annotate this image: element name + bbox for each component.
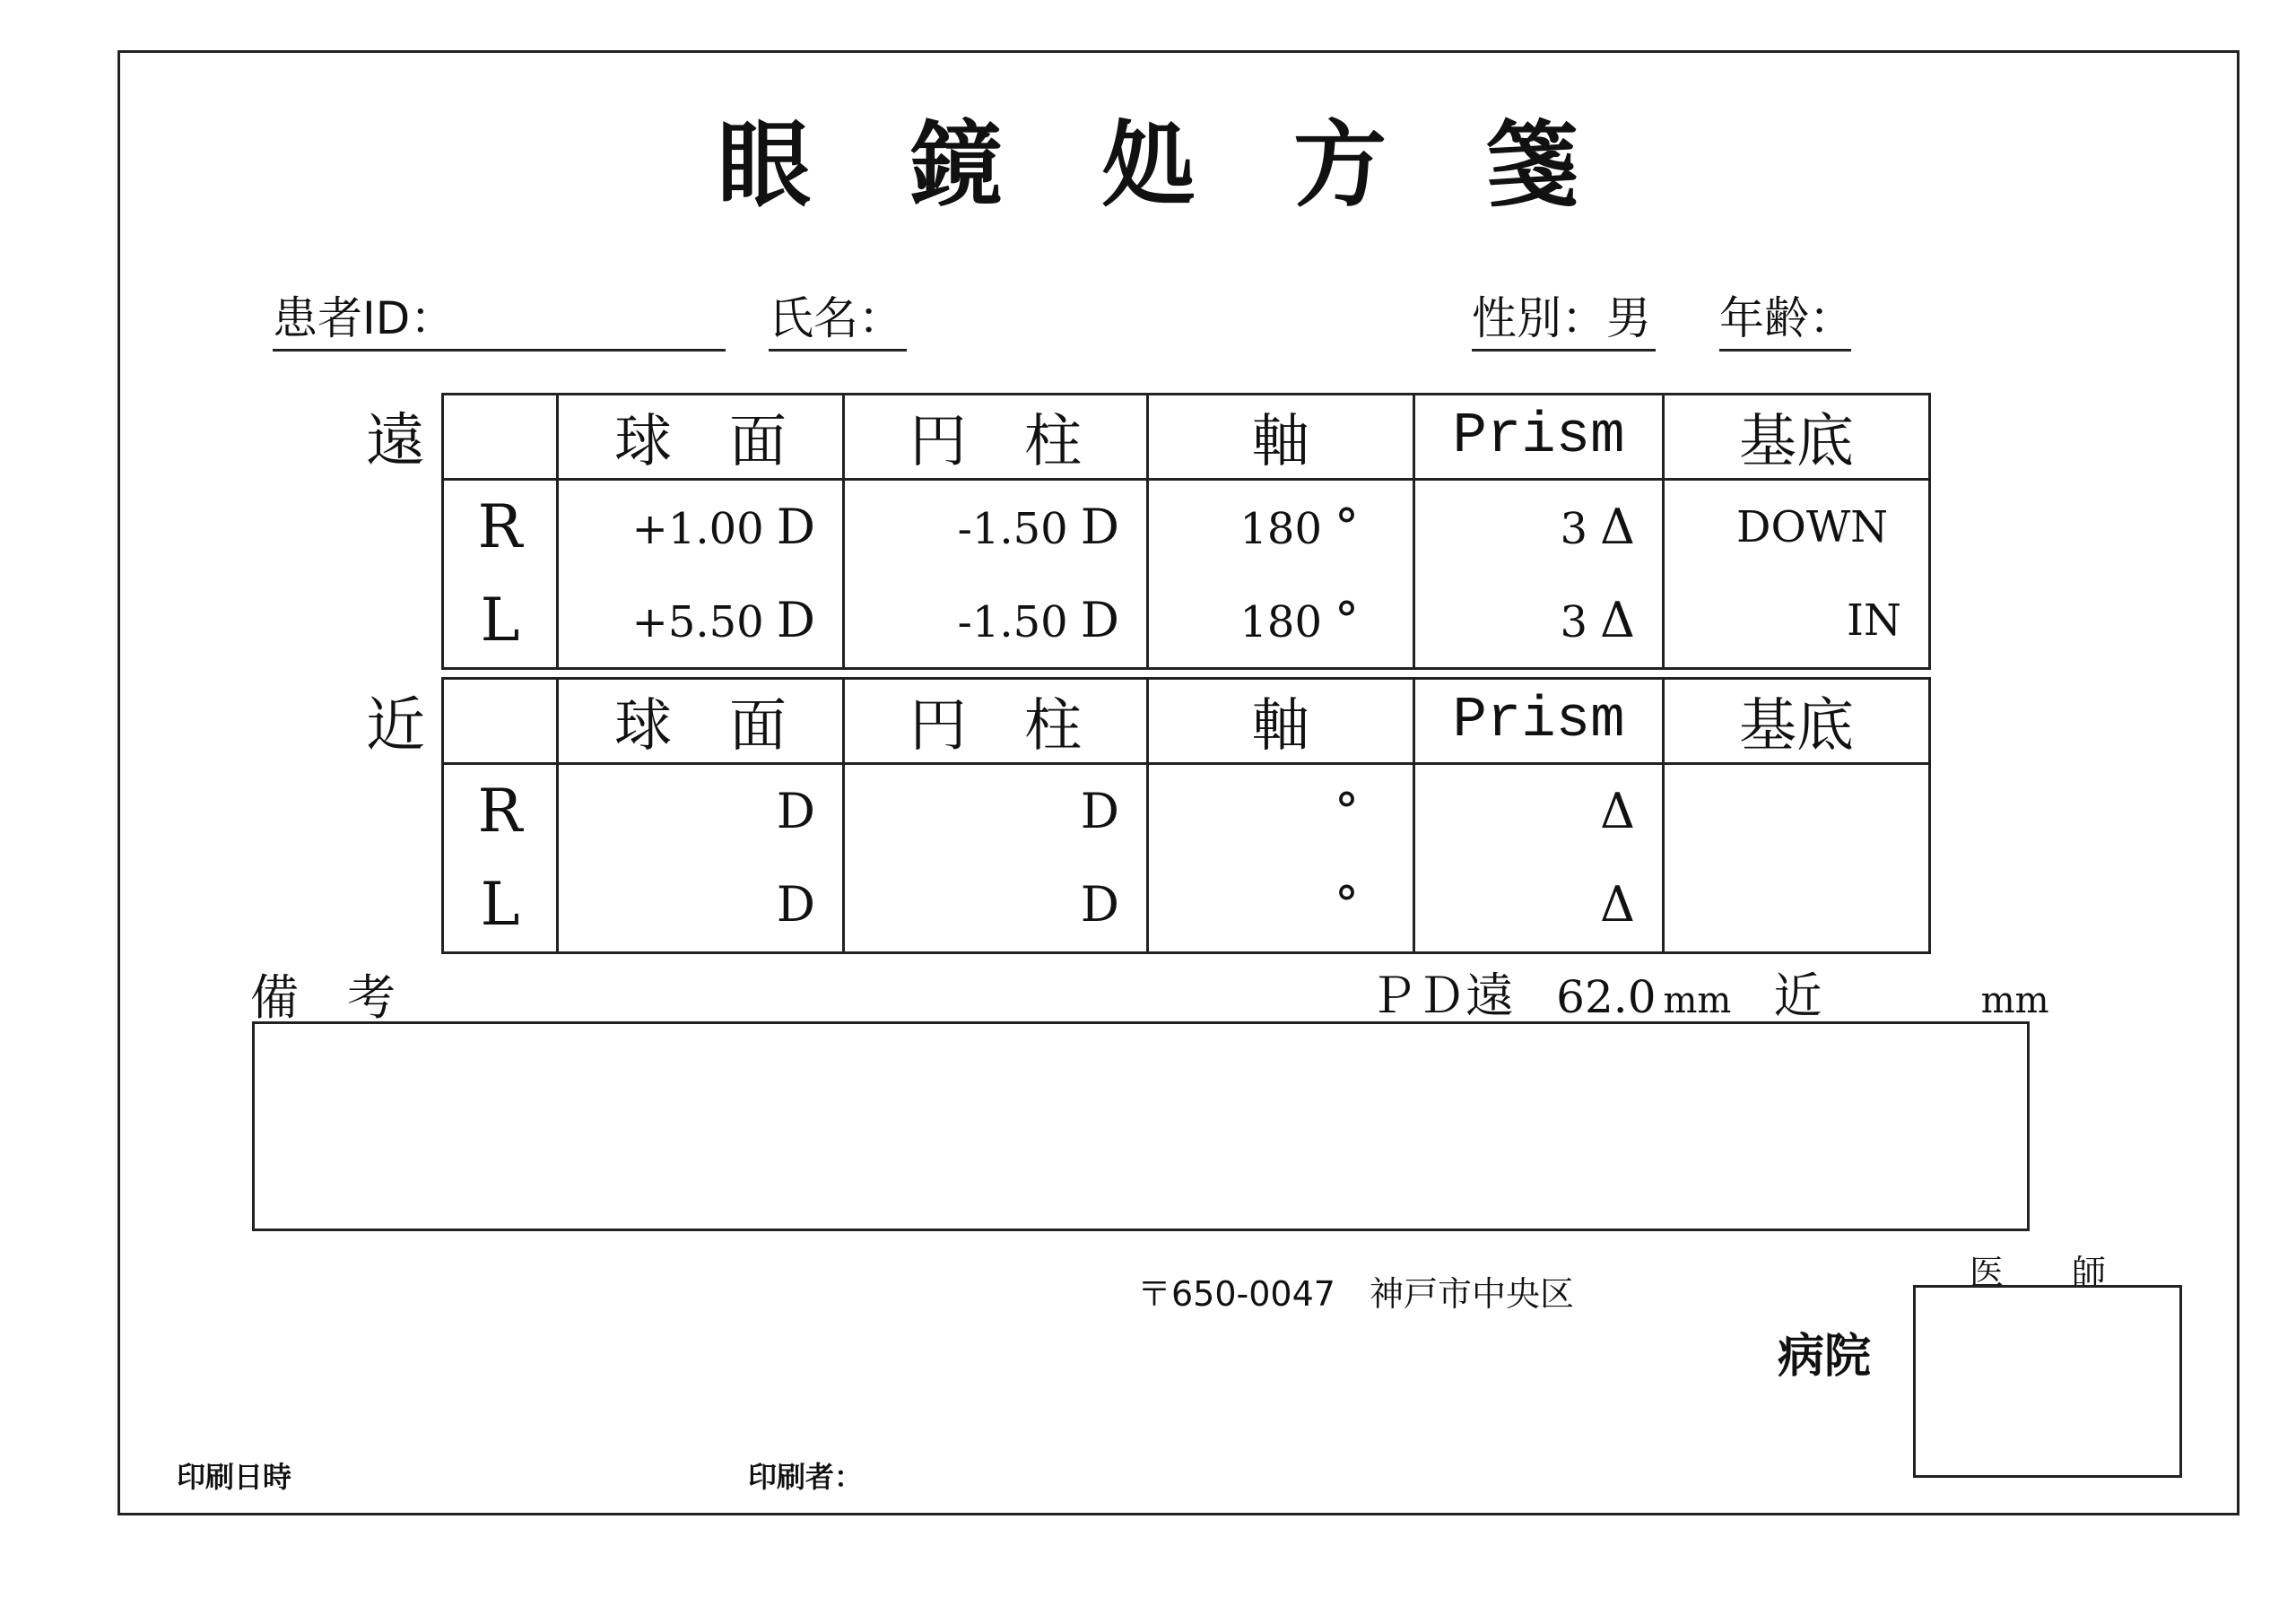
diopter-unit: D: [1080, 499, 1119, 555]
remarks-box: [252, 1021, 2030, 1231]
eye-r: R: [477, 777, 523, 846]
prism-r: 3: [1560, 504, 1587, 554]
base-l: [1665, 858, 1901, 951]
pd-near-label: 近: [1773, 968, 1822, 1024]
prism-l: 3: [1560, 597, 1587, 647]
prism-cell: [1414, 764, 1664, 953]
prism-cell: [1414, 480, 1664, 669]
header-blank: [443, 679, 558, 764]
header-cylinder: 円 柱: [844, 395, 1148, 480]
prism-unit: Δ: [1600, 783, 1635, 839]
printer-label: 印刷者：: [748, 1460, 864, 1494]
header-axis: 軸: [1148, 395, 1414, 480]
base-cell: [1664, 480, 1930, 669]
header-prism: Prism: [1414, 395, 1664, 480]
cylinder-cell: [844, 480, 1148, 669]
cylinder-r: -1.50: [957, 504, 1068, 554]
prism-unit: Δ: [1600, 592, 1635, 648]
table-header-row: [443, 395, 1930, 480]
axis-cell: [1148, 764, 1414, 953]
mm-unit: mm: [1980, 980, 2049, 1021]
degree-unit: °: [1335, 783, 1359, 839]
address: 〒650-0047 神戸市中央区: [1137, 1274, 1574, 1314]
far-label: 遠: [366, 406, 425, 475]
diopter-unit: D: [1080, 592, 1119, 648]
patient-sex-value: 男: [1606, 292, 1651, 344]
doctor-signature-box: [1913, 1285, 2182, 1478]
base-r: DOWN: [1736, 502, 1889, 552]
header-base: 基底: [1664, 395, 1930, 480]
header-sphere: 球 面: [558, 395, 844, 480]
header-axis: 軸: [1148, 679, 1414, 764]
prism-unit: Δ: [1600, 876, 1635, 933]
eye-l: L: [480, 870, 520, 939]
doctor-label: 医 師: [1970, 1253, 2107, 1292]
diopter-unit: D: [776, 876, 815, 933]
axis-cell: [1148, 480, 1414, 669]
mm-unit: mm: [1663, 980, 1732, 1021]
table-header-row: [443, 679, 1930, 764]
header-cylinder: 円 柱: [844, 679, 1148, 764]
diopter-unit: D: [776, 499, 815, 555]
cylinder-cell: [844, 764, 1148, 953]
patient-name-field: [769, 282, 907, 352]
remarks-label: 備 考: [250, 969, 396, 1026]
pd-far-label: ＰＤ遠: [1369, 968, 1514, 1024]
sphere-l: +5.50: [631, 597, 764, 647]
axis-r: 180: [1239, 504, 1322, 554]
header-sphere: 球 面: [558, 679, 844, 764]
patient-name-label: 氏名：: [769, 292, 903, 344]
hospital-label: 病院: [1778, 1330, 1872, 1384]
table-row: [443, 764, 1930, 953]
cylinder-l: -1.50: [957, 597, 1068, 647]
near-label: 近: [366, 690, 425, 760]
diopter-unit: D: [776, 592, 815, 648]
diopter-unit: D: [776, 783, 815, 839]
patient-age-field: [1719, 282, 1854, 352]
header-prism: Prism: [1414, 679, 1664, 764]
diopter-unit: D: [1080, 783, 1119, 839]
degree-unit: °: [1335, 592, 1359, 648]
pd-far-value: 62.0: [1556, 971, 1657, 1023]
eye-l: L: [480, 586, 520, 655]
table-row: [443, 480, 1930, 669]
patient-id-label: 患者ID：: [273, 292, 456, 344]
base-cell: [1664, 764, 1930, 953]
prism-unit: Δ: [1600, 499, 1635, 555]
eye-cell: [443, 764, 558, 953]
base-l: IN: [1847, 595, 1901, 646]
near-prescription-table: [441, 677, 1931, 954]
patient-sex-field: [1472, 282, 1656, 352]
patient-id-field: [273, 282, 726, 352]
pd-line: [1369, 958, 2049, 1027]
print-date-label: 印刷日時: [177, 1460, 292, 1494]
eye-cell: [443, 480, 558, 669]
far-prescription-table: [441, 393, 1931, 670]
base-r: [1665, 765, 1901, 858]
diopter-unit: D: [1080, 876, 1119, 933]
axis-l: 180: [1239, 597, 1322, 647]
eye-r: R: [477, 492, 523, 561]
degree-unit: °: [1335, 499, 1359, 555]
degree-unit: °: [1335, 876, 1359, 933]
sphere-cell: [558, 764, 844, 953]
page-title: 眼鏡処方箋: [717, 110, 1677, 220]
patient-sex-label: 性別：: [1472, 292, 1606, 344]
header-blank: [443, 395, 558, 480]
sphere-r: +1.00: [631, 504, 764, 554]
header-base: 基底: [1664, 679, 1930, 764]
sphere-cell: [558, 480, 844, 669]
patient-age-label: 年齢：: [1719, 292, 1854, 344]
